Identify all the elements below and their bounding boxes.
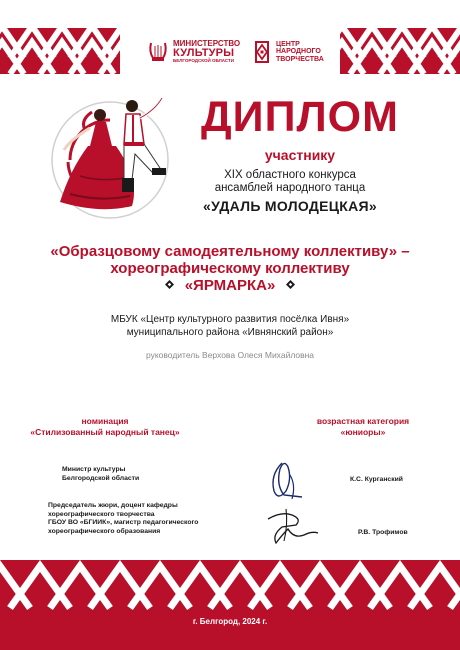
ministry-logo-line1: МИНИСТЕРСТВО bbox=[173, 39, 241, 49]
center-logo-line1: ЦЕНТР bbox=[276, 40, 300, 48]
age-category-value: «юниоры» bbox=[340, 427, 386, 437]
signatory-2-position bbox=[48, 502, 198, 536]
contest-line2: ансамблей народного танца bbox=[214, 182, 366, 194]
ministry-logo-line3: БЕЛГОРОДСКОЙ ОБЛАСТИ bbox=[173, 58, 234, 64]
folk-ornament-icon bbox=[252, 40, 272, 64]
recipient-collective-name: «ЯРМАРКА» bbox=[184, 277, 276, 294]
diploma-title: ДИПЛОМ bbox=[201, 93, 399, 141]
organization-line2: муниципального района «Ивнянский район» bbox=[126, 327, 334, 338]
signatory-1-position-line: Министр культуры bbox=[62, 466, 126, 473]
signature-1 bbox=[262, 455, 312, 505]
folk-dancers-illustration bbox=[40, 90, 190, 220]
signatory-2-position-line: хореографического творчества bbox=[48, 510, 155, 518]
age-category-label: возрастная категория bbox=[316, 416, 410, 426]
signatory-2-name: Р.В. Трофимов bbox=[358, 529, 408, 536]
chevron-ornament-bottom bbox=[0, 560, 460, 650]
signatory-1-name: К.С. Курганский bbox=[350, 476, 403, 483]
signatory-1-position bbox=[62, 465, 139, 483]
recipient-block bbox=[20, 243, 440, 294]
signatory-2-position-line: Председатель жюри, доцент кафедры bbox=[48, 502, 178, 509]
contest-name: «УДАЛЬ МОЛОДЕЦКАЯ» bbox=[203, 198, 377, 214]
ministry-logo bbox=[147, 40, 240, 64]
signatory-1-position-line: Белгородской области bbox=[62, 475, 140, 482]
recipient-line2: хореографическому коллективу bbox=[110, 260, 350, 277]
signatory-2-position-line: хореографического образования bbox=[48, 527, 161, 535]
nomination bbox=[15, 416, 195, 438]
center-logo-line2: НАРОДНОГО bbox=[276, 48, 321, 56]
signature-2 bbox=[262, 505, 322, 547]
chevron-ornament-top-left bbox=[0, 28, 120, 74]
diamond-ornament-icon bbox=[165, 280, 174, 289]
leader-name: руководитель Верхова Олеся Михайловна bbox=[145, 350, 315, 360]
center-logo-line3: ТВОРЧЕСТВА bbox=[276, 55, 324, 63]
age-category bbox=[288, 416, 438, 438]
contest-line1: XIX областного конкурса bbox=[224, 169, 356, 181]
nomination-value: «Стилизованный народный танец» bbox=[30, 427, 180, 437]
organization-line1: МБУК «Центр культурного развития посёлка Ивня» bbox=[110, 314, 350, 325]
ministry-logo-line2: КУЛЬТУРЫ bbox=[173, 47, 235, 60]
contest-description bbox=[180, 169, 400, 195]
signatory-2-position-line: ГБОУ ВО «БГИИК», магистр педагогического bbox=[48, 519, 199, 526]
organization bbox=[20, 313, 440, 339]
diamond-ornament-icon bbox=[286, 280, 295, 289]
center-logo bbox=[252, 40, 324, 64]
nomination-label: номинация bbox=[81, 416, 129, 426]
chevron-ornament-top-right bbox=[340, 28, 460, 74]
diploma-subtitle: участнику bbox=[264, 147, 336, 163]
recipient-line1: «Образцовому самодеятельному коллективу» – bbox=[50, 243, 410, 260]
footer-place-date: г. Белгород, 2024 г. bbox=[192, 617, 268, 626]
lyre-icon bbox=[147, 40, 169, 64]
